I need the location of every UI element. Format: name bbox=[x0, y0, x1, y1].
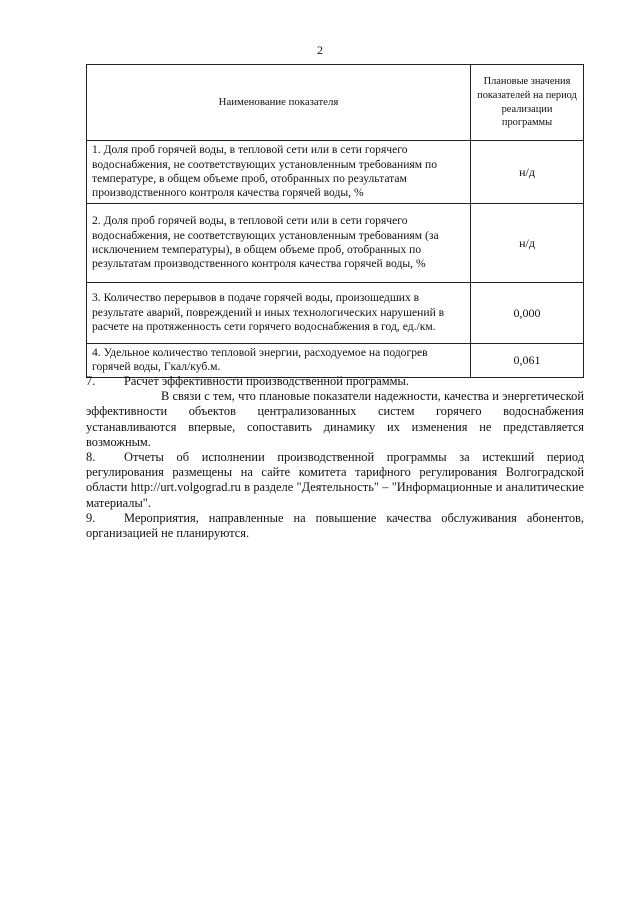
table-row bbox=[87, 344, 584, 378]
section-number: 7. bbox=[86, 374, 96, 388]
table-header-row bbox=[87, 65, 584, 141]
section-text: Отчеты об исполнении производственной программы за истекший период регулирования размещены на сайте комитета тарифного регулирования Волгоградской области http://urt.volgograd.ru в разделе "Деятельность" – "Информационные и аналитические материалы". bbox=[86, 450, 584, 510]
table-row bbox=[87, 283, 584, 344]
indicator-name: 4. Удельное количество тепловой энергии, расходуемое на подогрев горячей воды, Гкал/куб.м. bbox=[87, 344, 471, 378]
section-text: Мероприятия, направленные на повышение качества обслуживания абонентов, организацией не планируются. bbox=[86, 510, 584, 541]
indicator-value: н/д bbox=[471, 141, 584, 204]
section-7-body: В связи с тем, что плановые показатели надежности, качества и энергетической эффективности объектов централизованных систем горячего водоснабжения устанавливаются впервые, сопоставить динамику их изменения не представляется возможным. bbox=[86, 389, 584, 449]
indicator-value: н/д bbox=[471, 204, 584, 283]
section-9 bbox=[86, 511, 584, 541]
indicator-name: 2. Доля проб горячей воды, в тепловой сети или в сети горячего водоснабжения, не соответствующих установленным требованиям (за исключением температуры), в общем объеме проб, отобранных по результатам производственного контроля качества горячей воды, % bbox=[87, 204, 471, 283]
header-indicator-name: Наименование показателя bbox=[87, 65, 471, 141]
indicator-value: 0,000 bbox=[471, 283, 584, 344]
page-number: 2 bbox=[317, 43, 323, 57]
header-planned-values: Плановые значения показателей на период реализации программы bbox=[471, 65, 584, 141]
indicator-value: 0,061 bbox=[471, 344, 584, 378]
section-number: 8. bbox=[86, 450, 96, 465]
section-8 bbox=[86, 450, 584, 511]
table-row bbox=[87, 141, 584, 204]
section-number: 9. bbox=[86, 510, 96, 525]
section-7-heading bbox=[86, 374, 584, 389]
indicators-table bbox=[86, 64, 584, 378]
table-row bbox=[87, 204, 584, 283]
document-sections bbox=[86, 374, 584, 541]
indicator-name: 1. Доля проб горячей воды, в тепловой сети или в сети горячего водоснабжения, не соответствующих установленным требованиям по температуре, в общем объеме проб, отобранных по результатам производственного контроля качества горячей воды, % bbox=[87, 141, 471, 204]
section-title: Расчет эффективности производственной программы. bbox=[124, 374, 409, 388]
indicator-name: 3. Количество перерывов в подаче горячей воды, произошедших в результате аварий, повреждений и иных технологических нарушений в расчете на протяженность сети горячего водоснабжения в год, ед./км. bbox=[87, 283, 471, 344]
